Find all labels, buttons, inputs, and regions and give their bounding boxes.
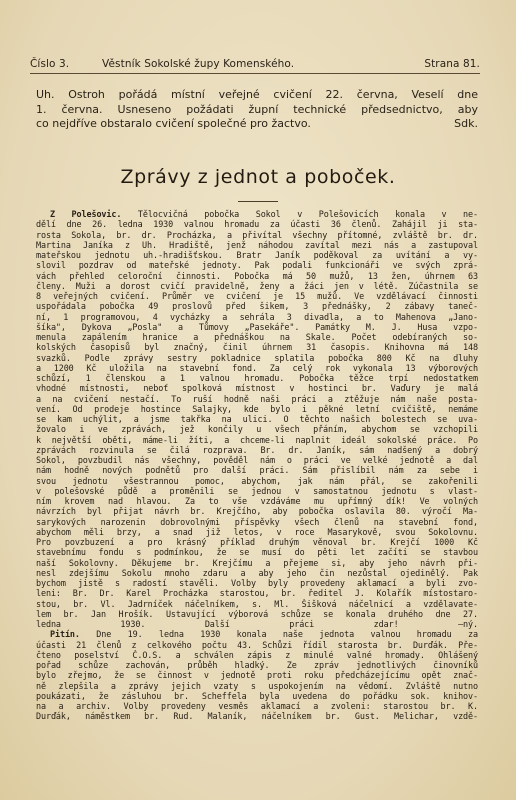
intro-paragraph — [36, 88, 478, 132]
heading-rule — [238, 201, 278, 202]
intro-line: co nejdříve obstaralo cvičení společné pro žactvo. — [36, 117, 311, 130]
intro-signature: Sdk. — [454, 117, 478, 130]
article-line: stavebnímu fondu s podmínkou, že se musí do pěti let začíti se stavbou — [36, 547, 478, 558]
article-line: se kam uchýlit, a jsme takřka na ulici. O těchto našich bolestech se uva- — [36, 414, 478, 424]
article-line: bychom jistě s radostí stavěli. Volby byly provedeny aklamací a byli zvo- — [36, 578, 478, 588]
article-line: účasti 21 členů z celkového počtu 43. Schůzi řídil starosta br. Durďák. Pře- — [36, 639, 478, 650]
article-line: a 1200 Kč uložila na stavební fond. Za celý rok vykonala 13 výborových — [36, 362, 478, 373]
article-line: menula zapálením hranice a přednáškou na Skale. Počet odebíraných so- — [36, 332, 478, 342]
article-signature: —ný. — [458, 619, 478, 629]
article-line: vení. Od prodeje hostince Salajky, kde bylo i pěkné letní cvičiště, nemáme — [36, 403, 478, 414]
article-line: čteno poselství Č.O.S. a schválen zápis z minulé valné hromady. Ohlášený — [36, 649, 478, 660]
article-line: na a archiv. Volby provedeny vesměs aklamací a zvoleni: starostou br. K. — [36, 701, 478, 711]
article-polesovice — [36, 219, 478, 619]
article-line: bylo zřejmo, že se činnost v jednotě proti roku předcházejícímu opět znač- — [36, 670, 478, 681]
article-line: mateřskou jednotu uh.-hradišťskou. Bratr Janík poděkoval za uvítání a vy- — [36, 250, 478, 260]
article-line: sarykových narozenin dobrovolnými příspěvky všech členů na stavební fond, — [36, 516, 478, 527]
article-line: návrzích byl přijat návrh br. Krejčího, aby pobočka oslavila 80. výročí Ma- — [36, 506, 478, 517]
article-line: stou, br. Vl. Jadrníček náčelníkem, s. Ml. Šišková náčelnicí a vzdělavate- — [36, 598, 478, 609]
page-number: Strana 81. — [424, 58, 480, 70]
article-line: vách přehled celoroční činnosti. Pobočka má 50 mužů, 13 žen, úhrnem 63 — [36, 270, 478, 281]
article-line: ní, 1 programovou, 4 vycházky a sehrála 3 divadla, a to Mahenova „Jano- — [36, 311, 478, 322]
article-line: Durďák, náměstkem br. Rud. Malaník, náčelníkem br. Gust. Melichar, vzdě- — [36, 711, 478, 722]
running-header — [30, 58, 480, 74]
article-line: nesl zdejšímu Sokolu mnoho zdaru a aby jeho čin nezůstal ojedinělý. Pak — [36, 567, 478, 578]
intro-line-last — [36, 117, 478, 132]
article-line: uspořádala pobočka 49 proslovů před šikem, 3 přednášky, 2 zábavy taneč- — [36, 301, 478, 312]
article-place: Pitín. — [50, 629, 80, 640]
article-line: v polešovské půdě a proměnili se jednou v samostatnou jednotu s vlast- — [36, 485, 478, 496]
section-heading: Zprávy z jednot a poboček. — [120, 166, 396, 188]
journal-title: Věstník Sokolské župy Komenského. — [102, 58, 295, 70]
article-line: zprávách rozvinula se čilá rozprava. Br. dr. Janík, sám nadšený a dobrý — [36, 444, 478, 455]
article-line: šíka", Dykova „Posla" a Tůmovy „Pasekáře". Památky M. J. Husa vzpo- — [36, 321, 478, 332]
article-line: svazků. Podle zprávy sestry pokladnice splatila pobočka 800 Kč na dluhy — [36, 352, 478, 363]
article-body — [36, 209, 478, 722]
article-line: rosta Sokola, br. dr. Procházka, a přivítal všechny přítomné, zvláště br. dr. — [36, 229, 478, 240]
article-line: poukázati, že zásluhou br. Scheffela byla uvedena do pořádku sok. knihov- — [36, 690, 478, 701]
article-polesovice-first-line: Z Polešovic. Tělocvičná pobočka Sokol v Polešovicích konala v ne- — [50, 209, 478, 219]
article-line: Sokol, povzbudil nás všechny, pověděl nám o práci ve velké jednotě a dal — [36, 455, 478, 465]
intro-line: Uh. Ostroh pořádá místní veřejné cvičení 22. června, Veselí dne — [36, 88, 478, 101]
article-line: žovalo i ve zprávách, jež končily u všech přáním, abychom se vzchopili — [36, 424, 478, 435]
article-polesovice-last-line — [36, 619, 478, 629]
intro-line: 1. června. Usneseno požádati župní technické předsednictvo, aby — [36, 102, 478, 116]
article-line: 8 veřejných cvičení. Průměr ve cvičení je 15 mužů. Ve vzdělávací činnosti — [36, 291, 478, 301]
article-line: slovil pozdrav od mateřské jednoty. Pak podali funkcionáři ve svých zprá- — [36, 260, 478, 271]
article-line: leni: Br. Dr. Karel Procházka starostou, br. ředitel J. Kolařík místostaro- — [36, 588, 478, 599]
article-line: dělí dne 26. ledna 1930 valnou hromadu za účasti 36 členů. Zahájil ji sta- — [36, 219, 478, 230]
article-line: Martina Janíka z Uh. Hradiště, jenž náhodou zavítal mezi nás a zastupoval — [36, 239, 478, 250]
article-line: lem br. Jan Hrošík. Ustavující výborová schůze se konala druhého dne 27. — [36, 608, 478, 619]
article-line: k největší oběti, máme-li žíti, a chceme-li naplnit ideál sokolské práce. Po — [36, 434, 478, 445]
article-line: ně zlepšila a zprávy jejich vzaty s uspokojením na vědomí. Zvláště nutno — [36, 680, 478, 691]
article-line: nám hodně nových podnětů pro další práci. Sám přislíbil nám za sebe i — [36, 465, 478, 476]
article-line: ním krovem nad hlavou. Za to vše vzdáváme mu upřímný dík! Ve volných — [36, 496, 478, 506]
article-line: a na cvičení nestačí. To ruší hodně naši práci a ztěžuje nám naše posta- — [36, 393, 478, 404]
article-line: vhodné místnosti, neboť spolková místnost v hostinci br. Vaďury je malá — [36, 383, 478, 394]
article-pitin — [36, 640, 478, 722]
article-place: Z Polešovic. — [50, 209, 122, 219]
issue-number: Číslo 3. — [30, 58, 70, 70]
article-line: svou jednotu všestrannou pomoc, abychom, jak nám přál, se zakořenili — [36, 475, 478, 486]
article-line: kolských časopisů byl značný, činil úhrnem 31 časopis. Knihovna má 148 — [36, 342, 478, 353]
article-line: pořad schůze zachován, průběh hladký. Ze zpráv jednotlivých činovníků — [36, 660, 478, 670]
article-line: Pro povzbuzení a pro krásný příklad druhým věnoval br. Krejčí 1000 Kč — [36, 537, 478, 547]
article-line: ledna 1930. Další práci zdar! — [36, 619, 399, 629]
article-line: abychom měli brzy, a snad již letos, v roce Masarykově, svou Sokolovnu. — [36, 526, 478, 537]
article-pitin-first-line: Pitín. Dne 19. ledna 1930 konala naše jednota valnou hromadu za — [50, 629, 478, 640]
article-line: naší Sokolovny. Děkujeme br. Krejčímu a přejeme si, aby jeho návrh při- — [36, 557, 478, 568]
article-line: členy. Muži a dorost cvičí pravidelně, ženy a žáci jen v létě. Zúčastnila se — [36, 280, 478, 291]
article-line: schůzí, 1 členskou a 1 valnou hromadu. Pobočka těžce trpí nedostatkem — [36, 373, 478, 383]
